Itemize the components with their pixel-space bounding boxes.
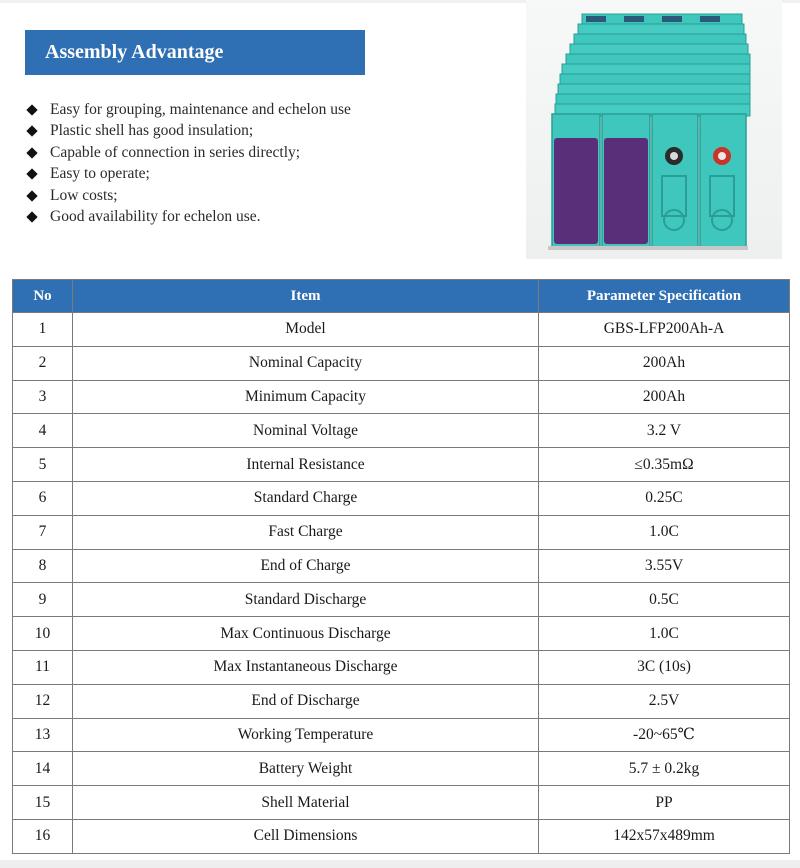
table-row: [13, 346, 790, 380]
row-item: End of Charge: [73, 549, 539, 583]
row-spec: 0.25C: [539, 481, 790, 515]
row-spec: 1.0C: [539, 515, 790, 549]
battery-pack-illustration: [526, 0, 782, 259]
row-number: 3: [13, 380, 73, 414]
row-spec: 2.5V: [539, 684, 790, 718]
diamond-bullet-icon: [26, 104, 37, 115]
advantage-item: Plastic shell has good insulation;: [25, 121, 351, 143]
row-item: Fast Charge: [73, 515, 539, 549]
table-row: [13, 617, 790, 651]
row-spec: 3C (10s): [539, 650, 790, 684]
row-number: 5: [13, 448, 73, 482]
specification-table: [12, 279, 790, 854]
table-row: [13, 414, 790, 448]
row-number: 10: [13, 617, 73, 651]
column-header-spec: Parameter Specification: [539, 280, 790, 313]
row-spec: 0.5C: [539, 583, 790, 617]
table-row: [13, 481, 790, 515]
row-spec: 1.0C: [539, 617, 790, 651]
table-row: [13, 515, 790, 549]
row-number: 16: [13, 819, 73, 853]
table-header-row: [13, 280, 790, 313]
row-item: Cell Dimensions: [73, 819, 539, 853]
row-number: 9: [13, 583, 73, 617]
table-row: [13, 650, 790, 684]
row-item: Model: [73, 313, 539, 347]
row-number: 4: [13, 414, 73, 448]
row-spec: 200Ah: [539, 346, 790, 380]
row-number: 15: [13, 786, 73, 820]
row-item: End of Discharge: [73, 684, 539, 718]
bottom-strip: [0, 860, 800, 868]
table-row: [13, 718, 790, 752]
advantage-item: Easy for grouping, maintenance and echelon use: [25, 99, 351, 121]
diamond-bullet-icon: [26, 126, 37, 137]
advantage-item: Low costs;: [25, 185, 351, 207]
row-number: 2: [13, 346, 73, 380]
section-heading: [25, 30, 365, 75]
row-number: 1: [13, 313, 73, 347]
row-item: Working Temperature: [73, 718, 539, 752]
column-header-no: No: [13, 280, 73, 313]
row-item: Shell Material: [73, 786, 539, 820]
front-cells: [548, 114, 748, 250]
table-row: [13, 583, 790, 617]
table-row: [13, 819, 790, 853]
diamond-bullet-icon: [26, 147, 37, 158]
row-item: Nominal Capacity: [73, 346, 539, 380]
row-spec: 3.2 V: [539, 414, 790, 448]
table-row: [13, 549, 790, 583]
diamond-bullet-icon: [26, 212, 37, 223]
table-row: [13, 313, 790, 347]
row-number: 7: [13, 515, 73, 549]
row-spec: PP: [539, 786, 790, 820]
row-item: Minimum Capacity: [73, 380, 539, 414]
diamond-bullet-icon: [26, 169, 37, 180]
table-row: [13, 752, 790, 786]
advantage-item: Capable of connection in series directly;: [25, 142, 351, 164]
advantage-item: Easy to operate;: [25, 164, 351, 186]
row-spec: 3.55V: [539, 549, 790, 583]
row-spec: ≤0.35mΩ: [539, 448, 790, 482]
table-row: [13, 786, 790, 820]
cell-stack: [555, 14, 750, 116]
column-header-item: Item: [73, 280, 539, 313]
purple-cover: [604, 138, 648, 244]
advantages-list: [25, 99, 351, 228]
row-item: Battery Weight: [73, 752, 539, 786]
purple-cover: [554, 138, 598, 244]
row-item: Standard Discharge: [73, 583, 539, 617]
row-number: 8: [13, 549, 73, 583]
advantage-item: Good availability for echelon use.: [25, 207, 351, 229]
row-number: 6: [13, 481, 73, 515]
table-row: [13, 380, 790, 414]
row-item: Max Instantaneous Discharge: [73, 650, 539, 684]
row-spec: -20~65℃: [539, 718, 790, 752]
diamond-bullet-icon: [26, 190, 37, 201]
row-number: 13: [13, 718, 73, 752]
row-spec: GBS-LFP200Ah-A: [539, 313, 790, 347]
row-item: Standard Charge: [73, 481, 539, 515]
row-spec: 200Ah: [539, 380, 790, 414]
table-row: [13, 684, 790, 718]
row-item: Max Continuous Discharge: [73, 617, 539, 651]
row-spec: 5.7 ± 0.2kg: [539, 752, 790, 786]
row-spec: 142x57x489mm: [539, 819, 790, 853]
row-item: Internal Resistance: [73, 448, 539, 482]
row-number: 12: [13, 684, 73, 718]
row-number: 14: [13, 752, 73, 786]
battery-pack-photo: [526, 0, 782, 259]
row-item: Nominal Voltage: [73, 414, 539, 448]
section-title: Assembly Advantage: [45, 41, 224, 63]
table-row: [13, 448, 790, 482]
row-number: 11: [13, 650, 73, 684]
